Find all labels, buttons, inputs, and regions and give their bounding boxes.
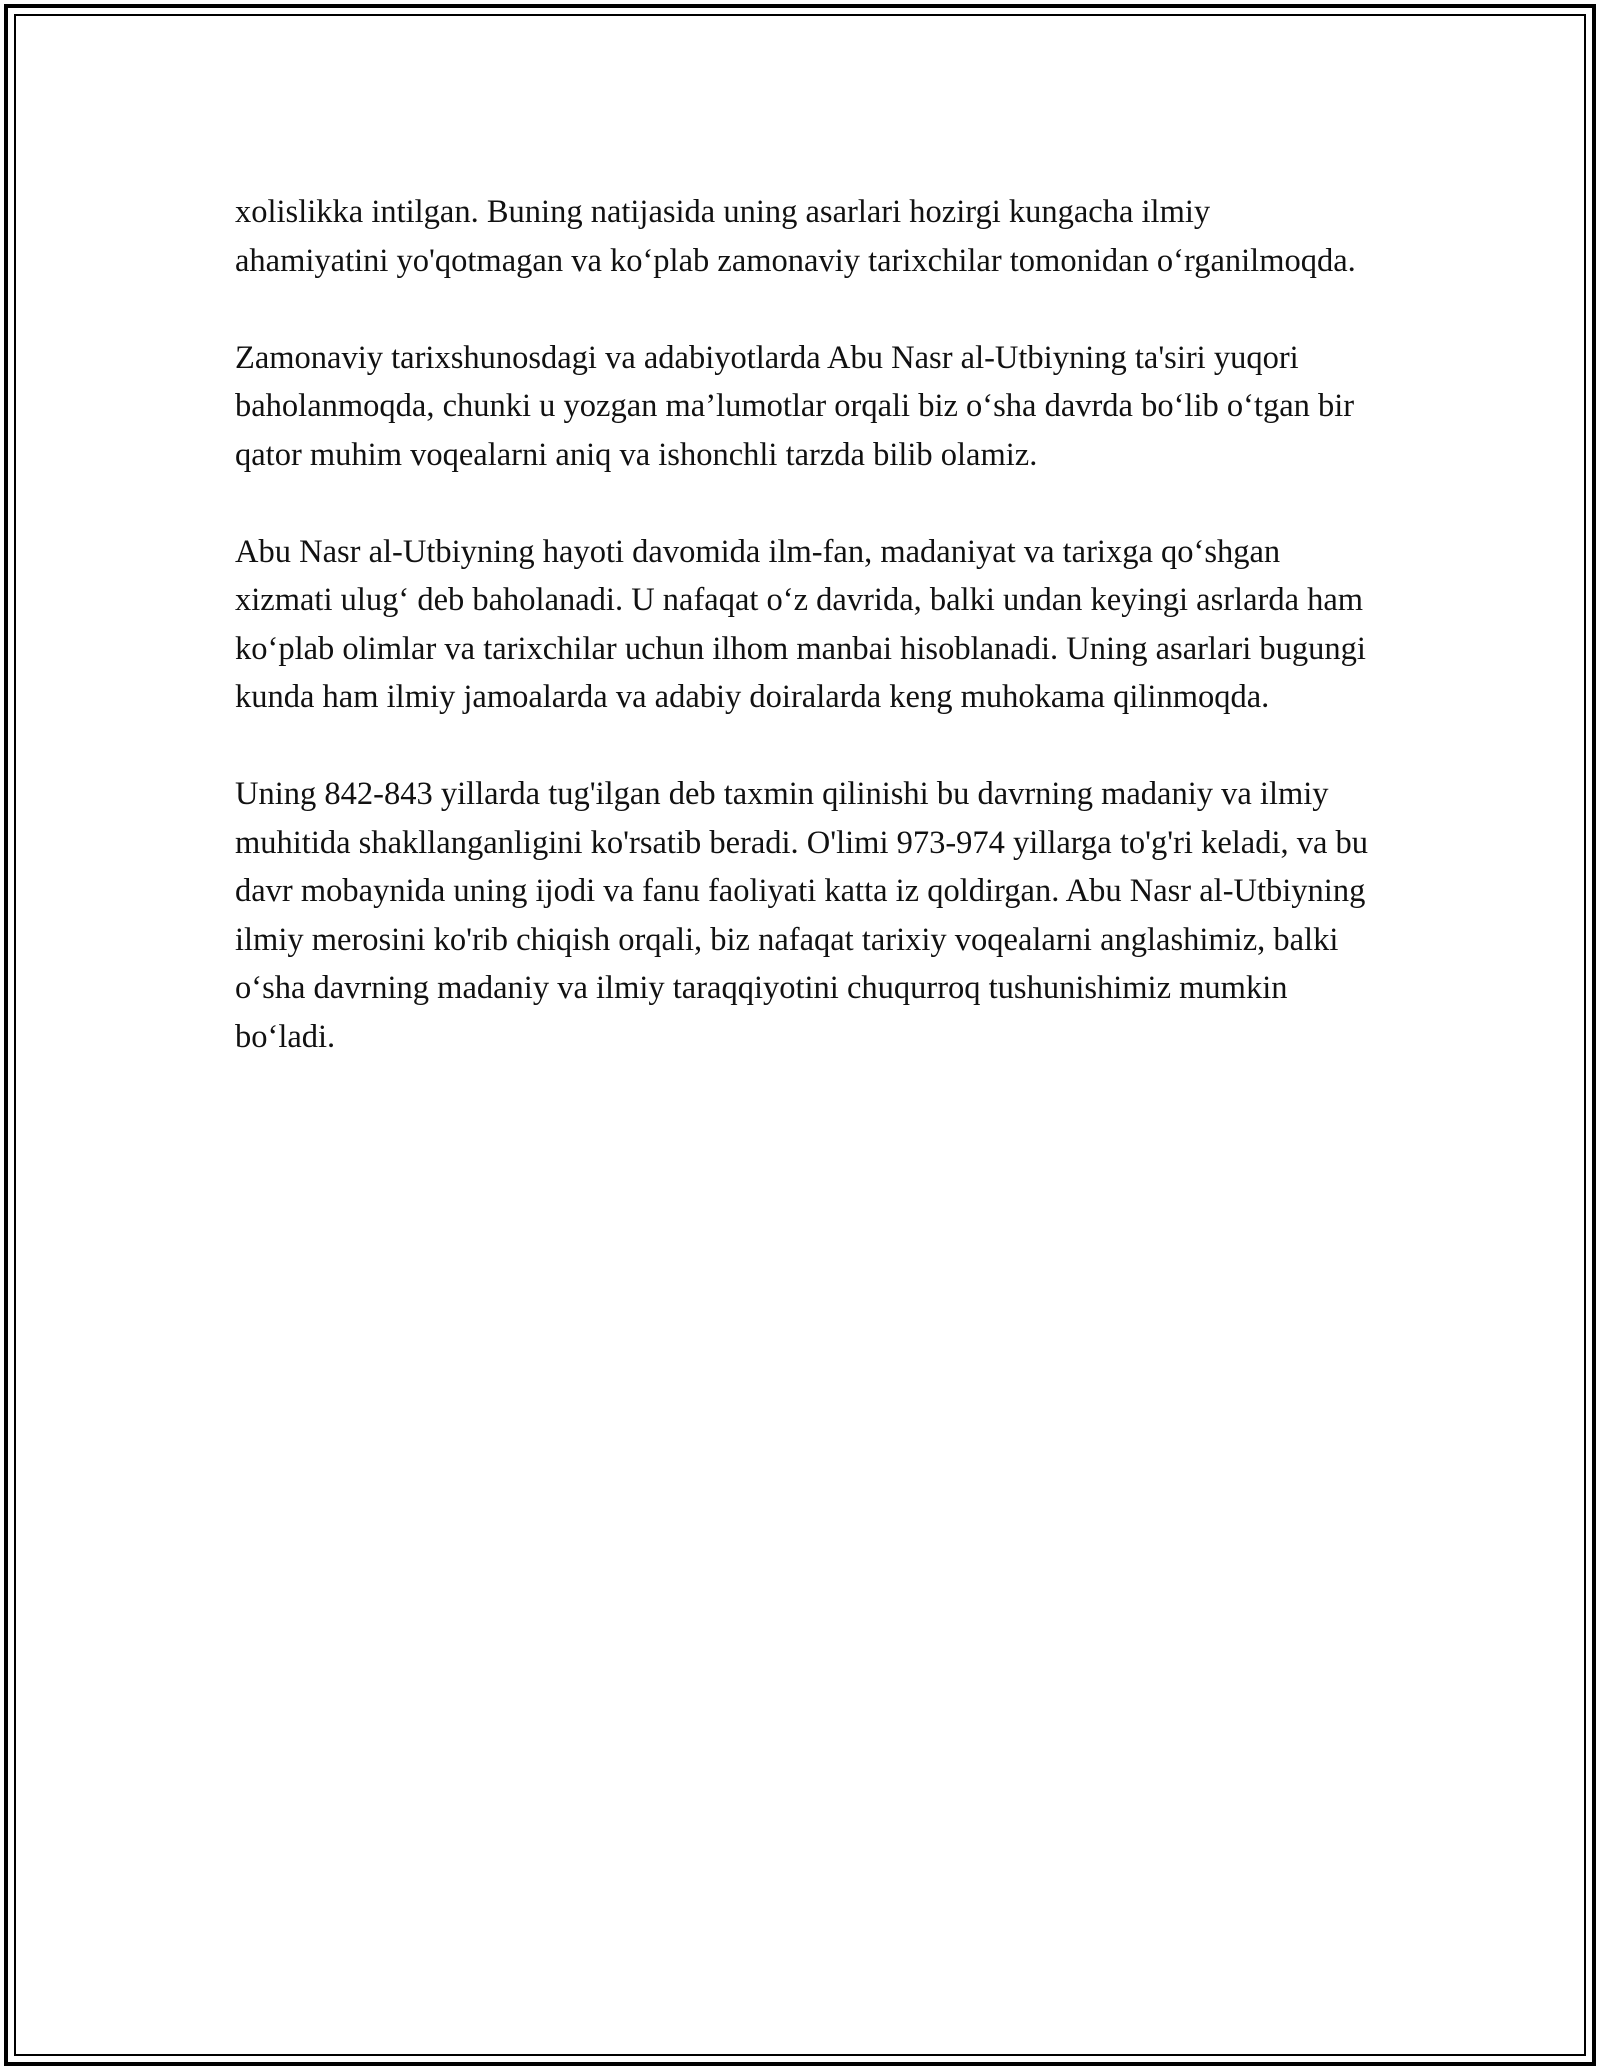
- paragraph-4: Uning 842-843 yillarda tug'ilgan deb taxmin qilinishi bu davrning madaniy va ilmiy muhitida shakllanganligini ko'rsatib beradi. O'limi 973-974 yillarga to'g'ri keladi, va bu davr mobaynida uning ijodi va fanu faoliyati katta iz qoldirgan. Abu Nasr al-Utbiyning ilmiy merosini ko'rib chiqish orqali, biz nafaqat tarixiy voqealarni anglashimiz, balki o‘sha davrning madaniy va ilmiy taraqqiyotini chuqurroq tushunishimiz mumkin bo‘ladi.: [235, 776, 1369, 1055]
- document-body: [235, 188, 1370, 1110]
- paragraph-1: xolislikka intilgan. Buning natijasida uning asarlari hozirgi kungacha ilmiy ahamiyatini yo'qotmagan va ko‘plab zamonaviy tarixchilar tomonidan o‘rganilmoqda.: [235, 194, 1356, 279]
- paragraph-3: Abu Nasr al-Utbiyning hayoti davomida ilm-fan, madaniyat va tarixga qo‘shgan xizmati ulug‘ deb baholanadi. U nafaqat o‘z davrida, balki undan keyingi asrlarda ham ko‘plab olimlar va tarixchilar uchun ilhom manbai hisoblanadi. Uning asarlari bugungi kunda ham ilmiy jamoalarda va adabiy doiralarda keng muhokama qilinmoqda.: [235, 533, 1366, 715]
- paragraph-2: Zamonaviy tarixshunosdagi va adabiyotlarda Abu Nasr al-Utbiyning ta'siri yuqori baholanmoqda, chunki u yozgan ma’lumotlar orqali biz o‘sha davrda bo‘lib o‘tgan bir qator muhim voqealarni aniq va ishonchli tarzda bilib olamiz.: [235, 339, 1355, 473]
